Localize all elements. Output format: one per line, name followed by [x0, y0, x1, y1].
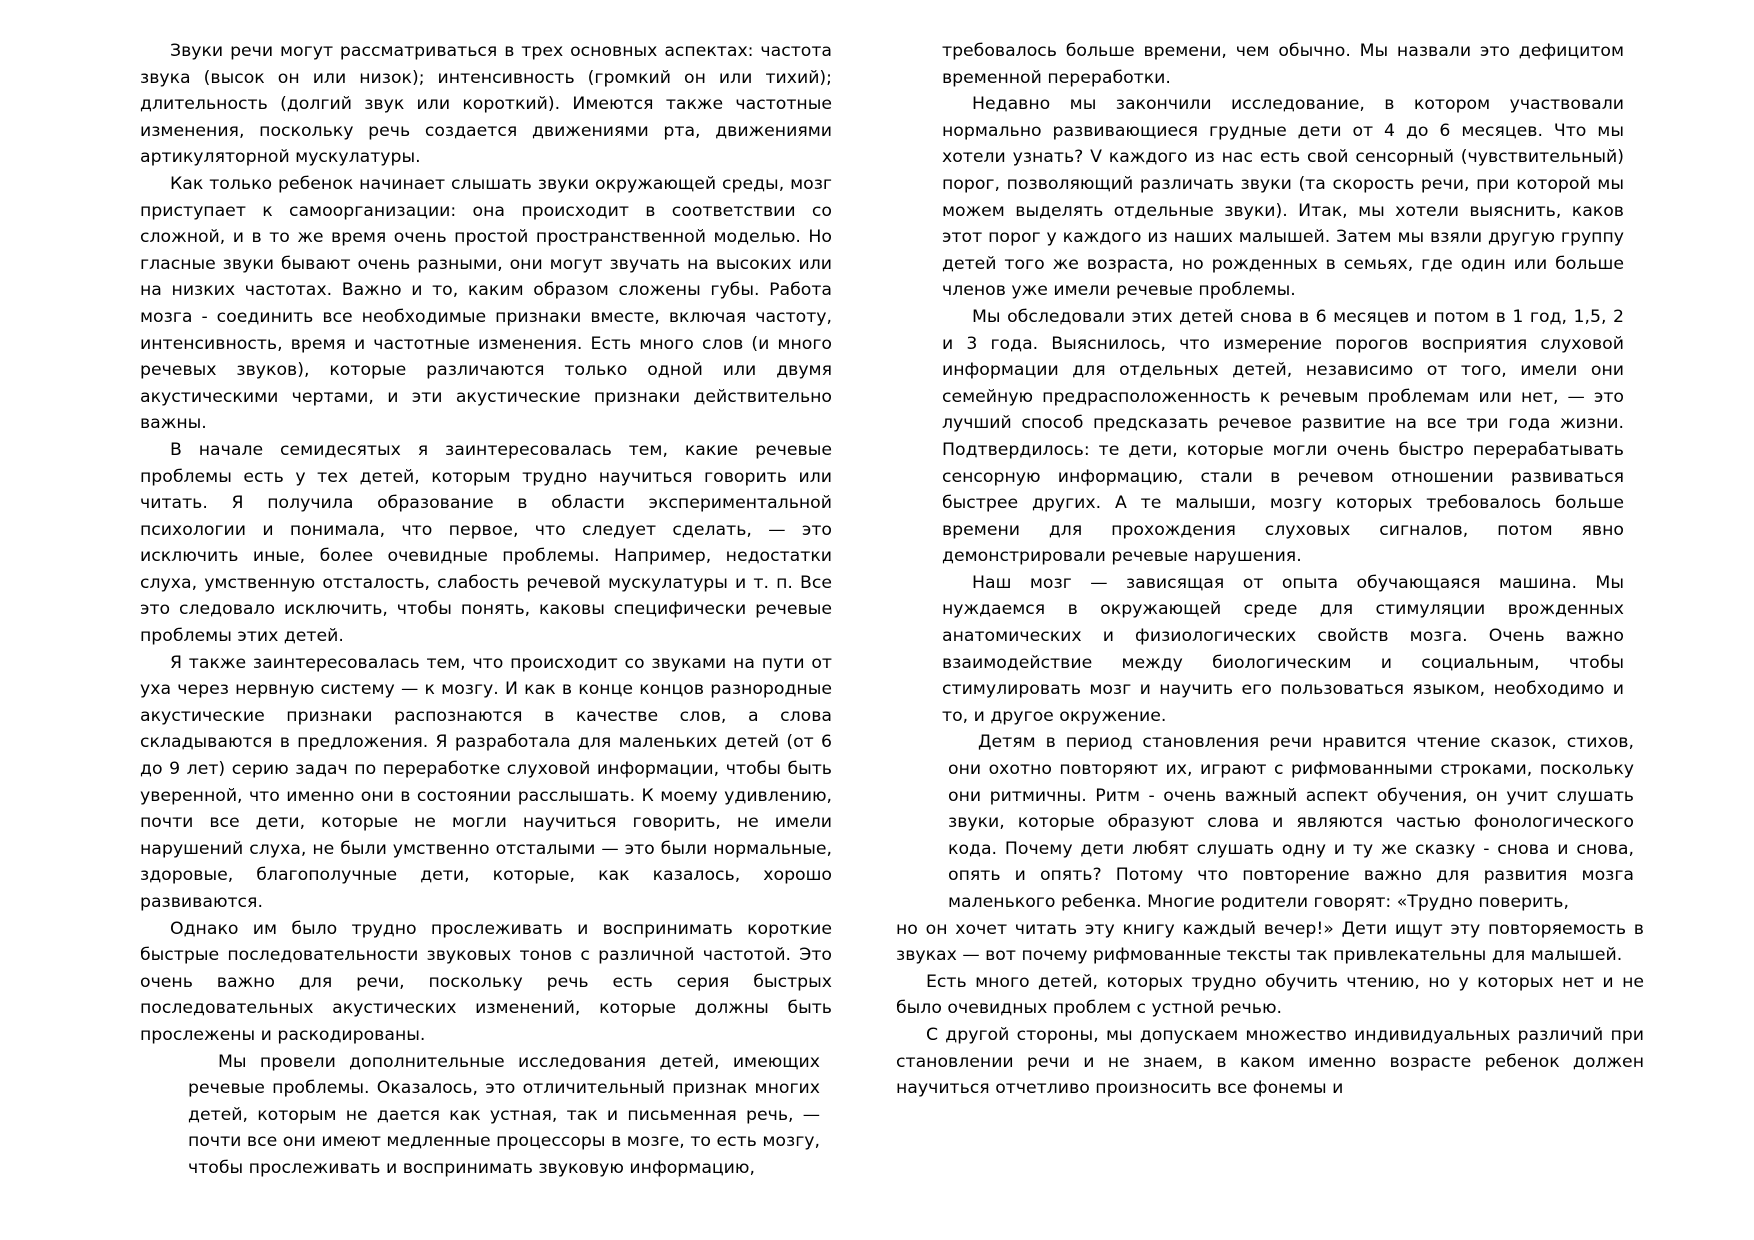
paragraph: Детям в период становления речи нравится чтение сказок, стихов, они охотно повторяют их, играют с рифмованными строками, поскольку они ритмичны. Ритм - очень важный аспект обучения, он учит слушать звуки, которые образуют слова и являются частью фонологического кода. Почему дети любят слушать одну и ту же сказку - снова и снова, опять и опять? Потому что повторение важно для развития мозга маленького ребенка. Многие родители говорят: «Трудно поверить, — [948, 732, 1634, 912]
paragraph: но он хочет читать эту книгу каждый вечер!» Дети ищут эту повторяемость в звуках — вот почему рифмованные тексты так привлекательны для малышей. — [896, 918, 1644, 966]
paragraph: В начале семидесятых я заинтересовалась тем, какие речевые проблемы есть у тех детей, которым трудно научиться говорить или читать. Я получила образование в области экспериментальной психологии и понимала, что первое, что следует сделать, — это исключить иные, более очевидные проблемы. Например, недостатки слуха, умственную отсталость, слабость речевой мускулатуры и т. п. Все это следовало исключить, чтобы понять, каковы специфически речевые проблемы этих детей. — [140, 439, 832, 647]
paragraph: Есть много детей, которых трудно обучить чтению, но у которых нет и не было очевидных проблем с устной речью. — [896, 971, 1644, 1019]
paragraph: Мы провели дополнительные исследования детей, имеющих речевые проблемы. Оказалось, это отличительный признак многих детей, которым не дается как устная, так и письменная речь, — почти все они имеют медленные процессоры в мозге, то есть мозгу, чтобы прослеживать и воспринимать звуковую информацию, — [188, 1051, 820, 1178]
right-page — [896, 38, 1644, 1102]
paragraph: Мы обследовали этих детей снова в 6 месяцев и потом в 1 год, 1,5, 2 и 3 года. Выяснилось, что измерение порогов восприятия слуховой информации для отдельных детей, независимо от того, имели они семейную предрасположенность к речевым проблемам или нет, — это лучший способ предсказать речевое развитие на все три года жизни. Подтвердилось: те дети, которые могли очень быстро перерабатывать сенсорную информацию, стали в речевом отношении развиваться быстрее других. А те малыши, мозгу которых требовалось больше времени для прохождения слуховых сигналов, потом явно демонстрировали речевые нарушения. — [942, 306, 1624, 567]
paragraph: Однако им было трудно прослеживать и воспринимать короткие быстрые последовательности звуковых тонов с различной частотой. Это очень важно для речи, поскольку речь есть серия быстрых последовательных акустических изменений, которые должны быть прослежены и раскодированы. — [140, 918, 832, 1045]
paragraph: Я также заинтересовалась тем, что происходит со звуками на пути от уха через нервную систему — к мозгу. И как в конце концов разнородные акустические признаки распознаются в качестве слов, а слова складываются в предложения. Я разработала для маленьких детей (от 6 до 9 лет) серию задач по переработке слуховой информации, чтобы быть уверенной, что именно они в состоянии расслышать. К моему удивлению, почти все дети, которые не могли научиться говорить, не имели нарушений слуха, не были умственно отсталыми — это были нормальные, здоровые, благополучные дети, которые, как казалось, хорошо развиваются. — [140, 652, 832, 912]
paragraph: С другой стороны, мы допускаем множество индивидуальных различий при становлении речи и не знаем, в каком именно возрасте ребенок должен научиться отчетливо произносить все фонемы и — [896, 1024, 1644, 1099]
left-page — [140, 38, 832, 1182]
paragraph: Как только ребенок начинает слышать звуки окружающей среды, мозг приступает к самоорганизации: она происходит в соответствии со сложной, и в то же время очень простой пространственной моделью. Но гласные звуки бывают очень разными, они могут звучать на высоких или на низких частотах. Важно и то, каким образом сложены губы. Работа мозга - соединить все необходимые признаки вместе, включая частоту, интенсивность, время и частотные изменения. Есть много слов (и много речевых звуков), которые различаются только одной или двумя акустическими чертами, и эти акустические признаки действительно важны. — [140, 173, 832, 434]
paragraph: Наш мозг — зависящая от опыта обучающаяся машина. Мы нуждаемся в окружающей среде для стимуляции врожденных анатомических и физиологических свойств мозга. Очень важно взаимодействие между биологическим и социальным, чтобы стимулировать мозг и научить его пользоваться языком, необходимо и то, и другое окружение. — [942, 572, 1624, 726]
paragraph: Звуки речи могут рассматриваться в трех основных аспектах: частота звука (высок он или низок); интенсивность (громкий он или тихий); длительность (долгий звук или короткий). Имеются также частотные изменения, поскольку речь создается движениями рта, движениями артикуляторной мускулатуры. — [140, 41, 832, 168]
paragraph: требовалось больше времени, чем обычно. Мы назвали это дефицитом временной переработки. — [942, 41, 1624, 88]
paragraph: Недавно мы закончили исследование, в котором участвовали нормально развивающиеся грудные дети от 4 до 6 месяцев. Что мы хотели узнать? V каждого из нас есть свой сенсорный (чувствительный) порог, позволяющий различать звуки (та скорость речи, при которой мы можем выделять отдельные звуки). Итак, мы хотели выяснить, каков этот порог у каждого из наших малышей. Затем мы взяли другую группу детей того же возраста, но рожденных в семьях, где один или больше членов уже имели речевые проблемы. — [942, 94, 1624, 301]
